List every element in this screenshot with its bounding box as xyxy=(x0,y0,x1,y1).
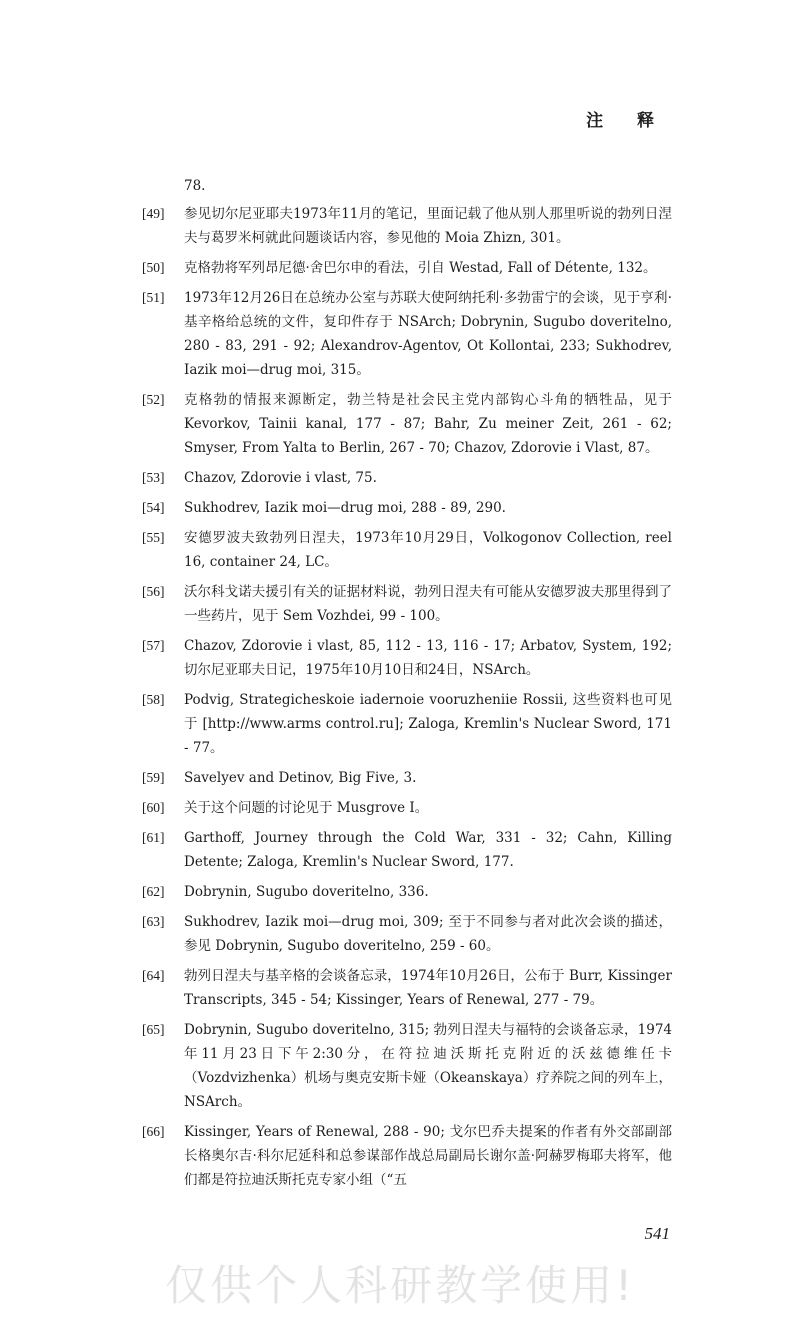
notes-list xyxy=(142,174,672,1198)
note-text: 克格勃将军列昂尼德·舍巴尔申的看法，引自 Westad, Fall of Détente, 132。 xyxy=(184,260,657,276)
note-item xyxy=(142,202,672,250)
note-text: Sukhodrev, Iazik moi—drug moi, 309; 至于不同参与者对此次会谈的描述，参见 Dobrynin, Sugubo doveritelno, 259 - 60。 xyxy=(184,914,672,954)
note-text: 勃列日涅夫与基辛格的会谈备忘录，1974年10月26日，公布于 Burr, Kissinger Transcripts, 345 - 54; Kissinger, Years of Renewal, 277 - 79。 xyxy=(184,968,672,1008)
note-item xyxy=(142,526,672,574)
note-text: 参见切尔尼亚耶夫1973年11月的笔记，里面记载了他从别人那里听说的勃列日涅夫与葛罗米柯就此问题谈话内容，参见他的 Moia Zhizn, 301。 xyxy=(184,206,672,246)
note-number: [50] xyxy=(142,260,165,275)
note-text: 关于这个问题的讨论见于 Musgrove I。 xyxy=(184,800,429,816)
note-item xyxy=(142,1018,672,1114)
note-item xyxy=(142,1120,672,1192)
note-number: [52] xyxy=(142,392,165,407)
note-text: 安德罗波夫致勃列日涅夫，1973年10月29日，Volkogonov Collection, reel 16, container 24, LC。 xyxy=(184,530,672,570)
note-item xyxy=(142,496,672,520)
note-text: Dobrynin, Sugubo doveritelno, 315; 勃列日涅夫与福特的会谈备忘录，1974年11月23日下午2:30分，在符拉迪沃斯托克附近的沃兹德维任卡（Vozdvizhenka）机场与奥克安斯卡娅（Okeanskaya）疗养院之间的列车上，NSArch。 xyxy=(184,1022,672,1110)
note-number: [59] xyxy=(142,770,165,785)
note-item xyxy=(142,634,672,682)
note-item xyxy=(142,796,672,820)
note-text: 78. xyxy=(184,178,206,194)
note-item xyxy=(142,580,672,628)
note-item xyxy=(142,766,672,790)
note-item xyxy=(142,256,672,280)
note-text: Chazov, Zdorovie i vlast, 85, 112 - 13, 116 - 17; Arbatov, System, 192; 切尔尼亚耶夫日记，1975年10月10日和24日，NSArch。 xyxy=(184,638,672,678)
note-number: [57] xyxy=(142,638,165,653)
note-number: [49] xyxy=(142,206,165,221)
note-text: Dobrynin, Sugubo doveritelno, 336. xyxy=(184,884,429,900)
note-text: Kissinger, Years of Renewal, 288 - 90; 戈尔巴乔夫提案的作者有外交部副部长格奥尔吉·科尔尼延科和总参谋部作战总局副局长谢尔盖·阿赫罗梅耶夫将军，他们都是符拉迪沃斯托克专家小组（“五 xyxy=(184,1124,672,1188)
note-number: [66] xyxy=(142,1124,165,1139)
note-number: [53] xyxy=(142,470,165,485)
note-item xyxy=(142,466,672,490)
note-text: Podvig, Strategicheskoie iadernoie vooruzheniie Rossii, 这些资料也可见于 [http://www.arms control.ru]; Zaloga, Kremlin's Nuclear Sword, 171 - 77。 xyxy=(184,692,672,756)
note-text: 沃尔科戈诺夫援引有关的证据材料说，勃列日涅夫有可能从安德罗波夫那里得到了一些药片，见于 Sem Vozhdei, 99 - 100。 xyxy=(184,584,672,624)
page-number: 541 xyxy=(644,1224,670,1243)
note-item xyxy=(142,174,672,198)
note-number: [56] xyxy=(142,584,165,599)
note-item xyxy=(142,388,672,460)
note-item xyxy=(142,964,672,1012)
note-item xyxy=(142,688,672,760)
note-item xyxy=(142,826,672,874)
note-number: [54] xyxy=(142,500,165,515)
note-item xyxy=(142,910,672,958)
note-text: Garthoff, Journey through the Cold War, 331 - 32; Cahn, Killing Detente; Zaloga, Kremlin's Nuclear Sword, 177. xyxy=(184,830,672,870)
note-number: [58] xyxy=(142,692,165,707)
note-number: [55] xyxy=(142,530,165,545)
note-number: [65] xyxy=(142,1022,165,1037)
note-item xyxy=(142,286,672,382)
note-number: [63] xyxy=(142,914,165,929)
note-text: Chazov, Zdorovie i vlast, 75. xyxy=(184,470,377,486)
note-text: Savelyev and Detinov, Big Five, 3. xyxy=(184,770,417,786)
note-text: 克格勃的情报来源断定，勃兰特是社会民主党内部钩心斗角的牺牲品，见于 Kevorkov, Tainii kanal, 177 - 87; Bahr, Zu meiner Zeit, 261 - 62; Smyser, From Yalta to Berlin, 267 - 70; Chazov, Zdorovie i Vlast, 87。 xyxy=(184,392,672,456)
note-item xyxy=(142,880,672,904)
watermark: 仅供个人科研教学使用! xyxy=(165,1261,635,1310)
note-number: [51] xyxy=(142,290,165,305)
page-header: 注 释 xyxy=(586,111,668,131)
note-text: 1973年12月26日在总统办公室与苏联大使阿纳托利·多勃雷宁的会谈，见于亨利·基辛格给总统的文件，复印件存于 NSArch; Dobrynin, Sugubo doveritelno, 280 - 83, 291 - 92; Alexandrov-Agentov, Ot Kollontai, 233; Sukhodrev, Iazik moi—drug moi, 315。 xyxy=(184,290,672,378)
note-number: [61] xyxy=(142,830,165,845)
note-number: [62] xyxy=(142,884,165,899)
note-number: [60] xyxy=(142,800,165,815)
note-text: Sukhodrev, Iazik moi—drug moi, 288 - 89, 290. xyxy=(184,500,506,516)
note-number: [64] xyxy=(142,968,165,983)
